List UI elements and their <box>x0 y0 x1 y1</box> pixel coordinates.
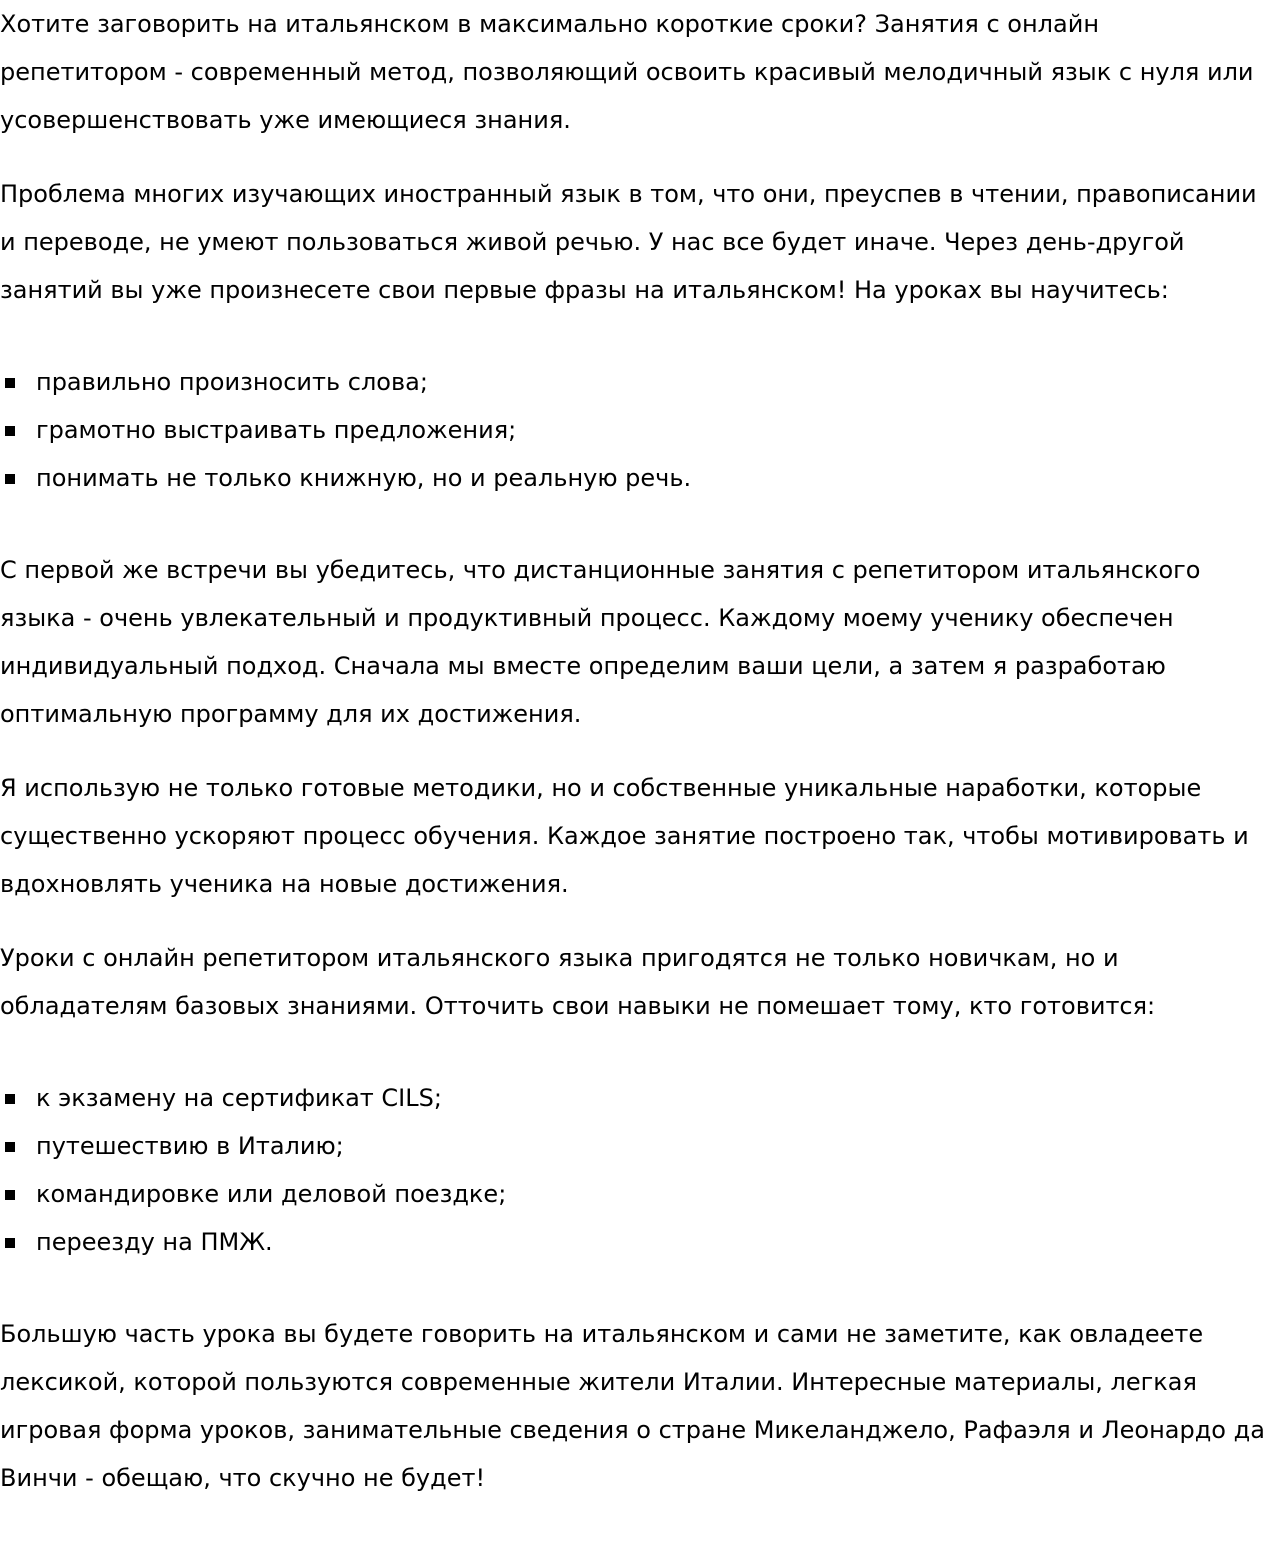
list-item <box>0 358 1270 406</box>
goals-list <box>0 1074 1270 1266</box>
square-bullet-icon <box>5 1190 15 1200</box>
list-item-text: правильно произносить слова; <box>36 368 428 396</box>
list-item-text: путешествию в Италию; <box>36 1132 344 1160</box>
list-item-text: переезду на ПМЖ. <box>36 1228 273 1256</box>
list-item-text: к экзамену на сертификат CILS; <box>36 1084 442 1112</box>
list-item <box>0 1122 1270 1170</box>
intro-paragraph: Хотите заговорить на итальянском в максимально короткие сроки? Занятия с онлайн репетитором - современный метод, позволяющий освоить красивый мелодичный язык с нуля или усовершенствовать уже имеющиеся знания. <box>0 10 1254 134</box>
list-item <box>0 1170 1270 1218</box>
approach-paragraph: С первой же встречи вы убедитесь, что дистанционные занятия с репетитором итальянского языка - очень увлекательный и продуктивный процесс. Каждому моему ученику обеспечен индивидуальный подход. Сначала мы вместе определим ваши цели, а затем я разработаю оптимальную программу для их достижения. <box>0 556 1201 728</box>
methods-paragraph: Я использую не только готовые методики, но и собственные уникальные наработки, которые существенно ускоряют процесс обучения. Каждое занятие построено так, чтобы мотивировать и вдохновлять ученика на новые достижения. <box>0 774 1249 898</box>
list-item <box>0 1074 1270 1122</box>
list-item <box>0 406 1270 454</box>
square-bullet-icon <box>5 1142 15 1152</box>
skills-list <box>0 358 1270 502</box>
problem-paragraph: Проблема многих изучающих иностранный язык в том, что они, преуспев в чтении, правописании и переводе, не умеют пользоваться живой речью. У нас все будет иначе. Через день-другой занятий вы уже произнесете свои первые фразы на итальянском! На уроках вы научитесь: <box>0 180 1257 304</box>
list-item <box>0 1218 1270 1266</box>
square-bullet-icon <box>5 1238 15 1248</box>
list-item <box>0 454 1270 502</box>
square-bullet-icon <box>5 1094 15 1104</box>
list-item-text: командировке или деловой поездке; <box>36 1180 507 1208</box>
square-bullet-icon <box>5 426 15 436</box>
square-bullet-icon <box>5 474 15 484</box>
closing-paragraph: Большую часть урока вы будете говорить на итальянском и сами не заметите, как овладеете лексикой, которой пользуются современные жители Италии. Интересные материалы, легкая игровая форма уроков, занимательные сведения о стране Микеланджело, Рафаэля и Леонардо да Винчи - обещаю, что скучно не будет! <box>0 1320 1265 1492</box>
audience-paragraph: Уроки с онлайн репетитором итальянского языка пригодятся не только новичкам, но и обладателям базовых знаниями. Отточить свои навыки не помешает тому, кто готовится: <box>0 944 1156 1020</box>
list-item-text: грамотно выстраивать предложения; <box>36 416 517 444</box>
square-bullet-icon <box>5 378 15 388</box>
list-item-text: понимать не только книжную, но и реальную речь. <box>36 464 692 492</box>
